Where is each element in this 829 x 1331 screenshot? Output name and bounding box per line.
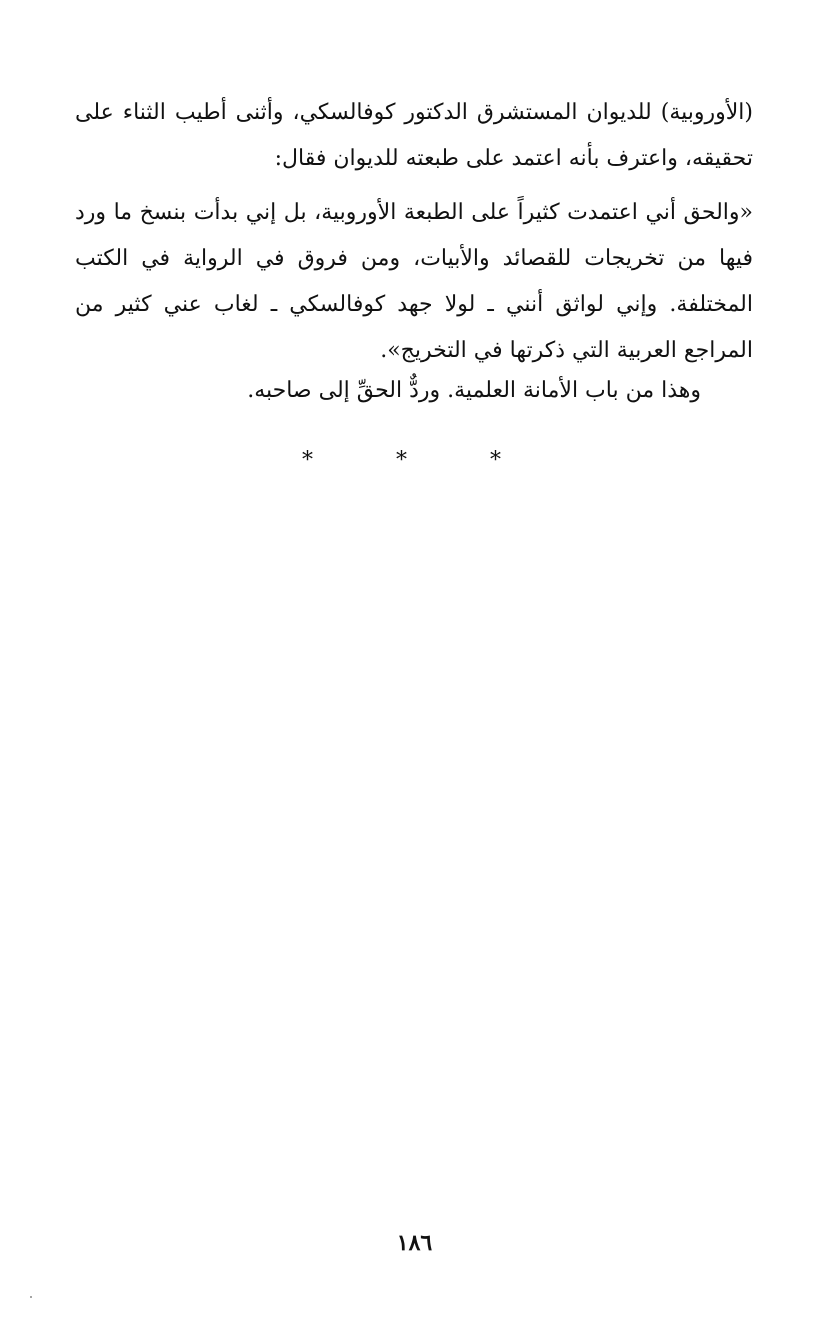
paragraph-text: «والحق أني اعتمدت كثيراً على الطبعة الأوروبية، بل إني بدأت بنسخ ما ورد فيها من تخريجات للقصائد والأبيات، ومن فروق في الرواية في الكتب المختلفة. وإني لواثق أنني ـ لولا جهد كوفالسكي ـ لغاب عني كثير من المراجع العربية التي ذكرتها في التخريج». [75,200,753,363]
asterisk-icon: * [490,448,527,473]
paragraph-closing [75,368,753,414]
scan-speck [30,1296,32,1298]
paragraph-text: (الأوروبية) للديوان المستشرق الدكتور كوفالسكي، وأثنى أطيب الثناء على تحقيقه، واعترف بأنه اعتمد على طبعته للديوان فقال: [75,100,753,171]
paragraph-intro [75,90,753,182]
asterisk-icon: * [396,448,433,473]
paragraph-text: وهذا من باب الأمانة العلمية. وردٌّ الحقِّ إلى صاحبه. [247,378,701,403]
section-divider-ornament [0,448,829,473]
paragraph-quote [75,190,753,374]
asterisk-icon: * [302,448,339,473]
page-number: ١٨٦ [396,1230,433,1256]
